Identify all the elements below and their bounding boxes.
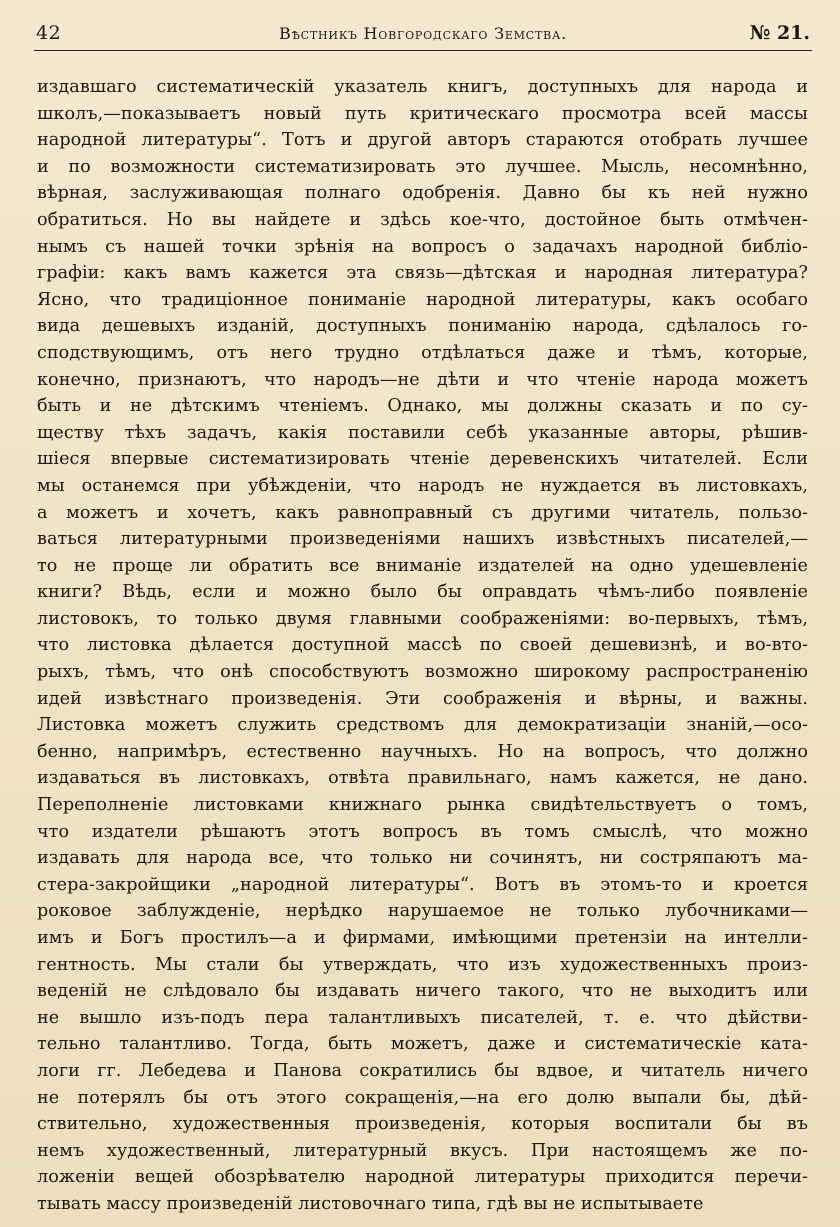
text-line: ваться литературными произведеніями нашихъ извѣстныхъ писателей,— xyxy=(37,529,808,550)
text-line: мы останемся при убѣжденіи, что народъ не нуждается въ листовкахъ, xyxy=(37,475,808,496)
text-line: вѣрная, заслуживающая полнаго одобренія. Давно бы къ ней нужно xyxy=(37,183,808,204)
text-line: Листовка можетъ служить средствомъ для демократизаціи знаній,—осо- xyxy=(37,715,808,736)
text-line: шіеся впервые систематизировать чтеніе деревенскихъ читателей. Если xyxy=(37,449,808,470)
running-header xyxy=(36,18,810,50)
text-line: то не проще ли обратить все вниманіе издателей на одно удешевленіе xyxy=(37,555,808,576)
text-line: немъ художественный, литературный вкусъ. При настоящемъ же по- xyxy=(37,1140,808,1161)
text-line: идей извѣстнаго произведенія. Эти соображенія и вѣрны, и важны. xyxy=(37,688,808,709)
text-line: а можетъ и хочетъ, какъ равноправный съ другими читатель, пользо- xyxy=(37,502,808,523)
text-line: имъ и Богъ простилъ—а и фирмами, имѣющими претензіи на интелли- xyxy=(37,928,808,948)
text-line: рыхъ, тѣмъ, что онѣ способствуютъ возможно широкому распространенію xyxy=(37,662,808,683)
journal-title: Вѣстникъ Новгородскаго Земства. xyxy=(278,24,568,43)
text-line: народной литературы“. Тотъ и другой авторъ стараются отобрать лучшее xyxy=(37,130,808,151)
text-line: не вышло изъ-подъ пера талантливыхъ писателей, т. е. что дѣйстви- xyxy=(37,1007,808,1028)
text-line: бенно, напримѣръ, естественно научныхъ. Но на вопросъ, что должно xyxy=(37,741,808,762)
header-rule xyxy=(34,50,812,51)
text-line: веденій не слѣдовало бы издавать ничего такого, что не выходитъ или xyxy=(37,981,808,1002)
text-line: вида дешевыхъ изданій, доступныхъ пониманію народа, сдѣлалось го- xyxy=(37,316,808,337)
text-line: листовокъ, то только двумя главными соображеніями: во-первыхъ, тѣмъ, xyxy=(37,608,808,629)
text-line: графіи: какъ вамъ кажется эта связь—дѣтская и народная литература? xyxy=(37,263,808,284)
text-line: сподствующимъ, отъ него трудно отдѣлаться даже и тѣмъ, которые, xyxy=(37,342,808,363)
text-line: книги? Вѣдь, если и можно было бы оправдать чѣмъ-либо появленіе xyxy=(37,582,808,603)
text-line: роковое заблужденіе, нерѣдко нарушаемое не только лубочниками— xyxy=(37,901,808,922)
text-line: не потерялъ бы отъ этого сокращенія,—на его долю выпали бы, дѣй- xyxy=(37,1087,808,1108)
text-line: и по возможности систематизировать это лучшее. Мысль, несомнѣнно, xyxy=(37,156,808,177)
text-line: издавшаго систематическій указатель книгъ, доступныхъ для народа и xyxy=(37,77,808,97)
text-line: что листовка дѣлается доступной массѣ по своей дешевизнѣ, и во-вто- xyxy=(37,635,808,656)
text-line: конечно, признаютъ, что народъ—не дѣти и что чтеніе народа можетъ xyxy=(37,369,808,390)
body-text xyxy=(37,74,808,1218)
text-line: гентность. Мы стали бы утверждать, что изъ художественныхъ произ- xyxy=(37,954,808,975)
text-line: издаваться въ листовкахъ, отвѣта правильнаго, намъ кажется, не дано. xyxy=(37,768,808,789)
text-line: стера-закройщики „народной литературы“. Вотъ въ этомъ-то и кроется xyxy=(37,874,808,895)
issue-number: № 21. xyxy=(749,22,810,44)
page-number: 42 xyxy=(36,22,62,44)
text-line: ствительно, художественныя произведенія, которыя воспитали бы въ xyxy=(37,1114,808,1135)
text-line: что издатели рѣшаютъ этотъ вопросъ въ томъ смыслѣ, что можно xyxy=(37,821,808,842)
text-line: нымъ съ нашей точки зрѣнія на вопросъ о задачахъ народной библіо- xyxy=(37,236,808,257)
text-line: тывать массу произведеній листовочнаго типа, гдѣ вы не испытываете xyxy=(37,1193,704,1214)
text-line: обратиться. Но вы найдете и здѣсь кое-что, достойное быть отмѣчен- xyxy=(37,209,808,230)
text-line: издавать для народа все, что только ни сочинятъ, ни состряпаютъ ма- xyxy=(37,848,808,869)
text-line: Переполненіе листовками книжнаго рынка свидѣтельствуетъ о томъ, xyxy=(37,795,808,816)
text-line: логи гг. Лебедева и Панова сократились бы вдвое, и читатель ничего xyxy=(37,1060,808,1081)
text-line: школъ,—показываетъ новый путь критическаго просмотра всей массы xyxy=(37,103,808,124)
text-line: быть и не дѣтскимъ чтеніемъ. Однако, мы должны сказать и по су- xyxy=(37,396,808,417)
text-line: тельно талантливо. Тогда, быть можетъ, даже и систематическіе ката- xyxy=(37,1034,808,1055)
text-line: Ясно, что традиціонное пониманіе народной литературы, какъ особаго xyxy=(37,289,808,310)
text-line: ложеніи вещей обозрѣвателю народной литературы приходится перечи- xyxy=(37,1167,808,1188)
text-line: ществу тѣхъ задачъ, какія поставили себѣ указанные авторы, рѣшив- xyxy=(37,422,808,443)
